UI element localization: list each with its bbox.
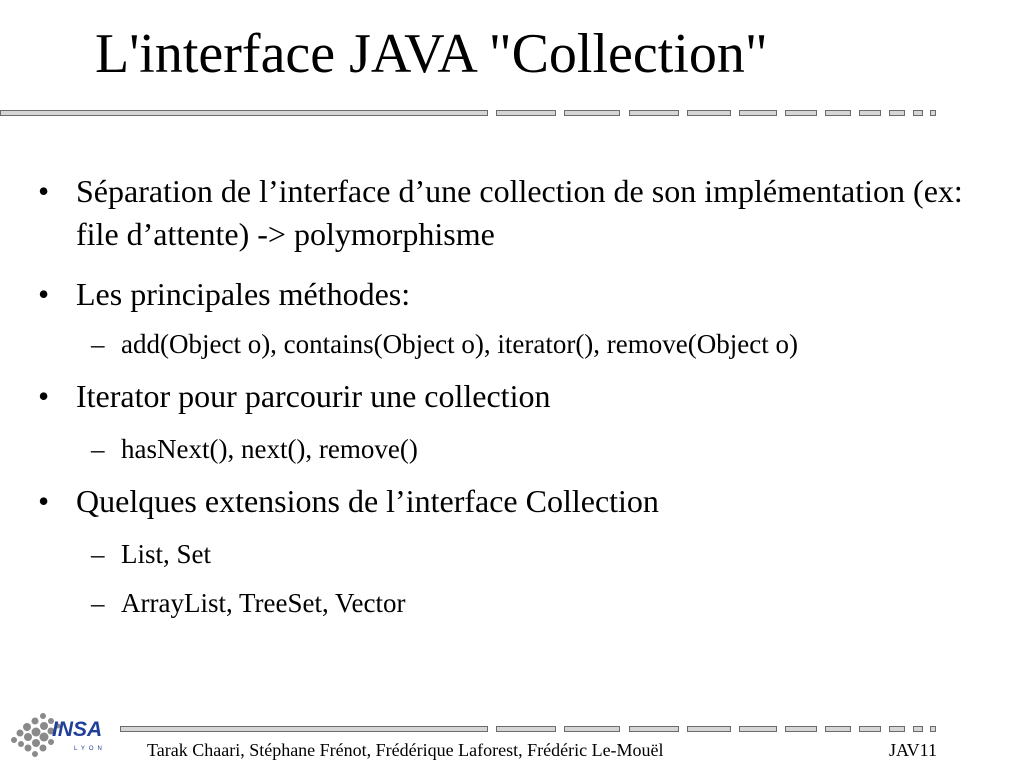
bullet-marker: • [38,173,50,209]
bullet-marker: • [38,276,50,312]
bullet-text: Quelques extensions de l’interface Collection [76,483,659,519]
bullet-marker: • [38,483,50,519]
dash-marker: – [91,588,105,618]
insa-logo [8,706,120,762]
bullet-text: Séparation de l’interface d’une collection de son implémentation (ex: file d’attente) -> polymorphisme [76,173,963,252]
sub-bullet-item [91,536,1001,572]
bullet-item [38,375,976,418]
dash-marker: – [91,434,105,464]
dash-marker: – [91,539,105,569]
dash-marker: – [91,329,105,359]
sub-bullet-text: hasNext(), next(), remove() [121,434,418,464]
slide-number: JAV11 [889,740,938,760]
sub-bullet-text: ArrayList, TreeSet, Vector [121,588,406,618]
sub-bullet-item [91,431,1001,467]
sub-bullet-item [91,326,1001,362]
sub-bullet-text: add(Object o), contains(Object o), iterator(), remove(Object o) [121,329,798,359]
bullet-item [38,273,976,316]
top-divider-rule [0,108,940,118]
logo-wordmark: INSA [52,718,103,741]
sub-bullet-item [91,585,1001,621]
bullet-item [38,480,976,523]
bullet-text: Iterator pour parcourir une collection [76,378,551,414]
bullet-marker: • [38,378,50,414]
sub-bullet-text: List, Set [121,539,212,569]
bullet-text: Les principales méthodes: [76,276,411,312]
logo-subtext: LYON [74,746,106,752]
bullet-item [38,170,976,256]
bottom-divider-rule [0,724,940,734]
footer-authors: Tarak Chaari, Stéphane Frénot, Frédérique Laforest, Frédéric Le-Mouël [147,740,664,760]
slide-title: L'interface JAVA "Collection" [95,23,768,85]
